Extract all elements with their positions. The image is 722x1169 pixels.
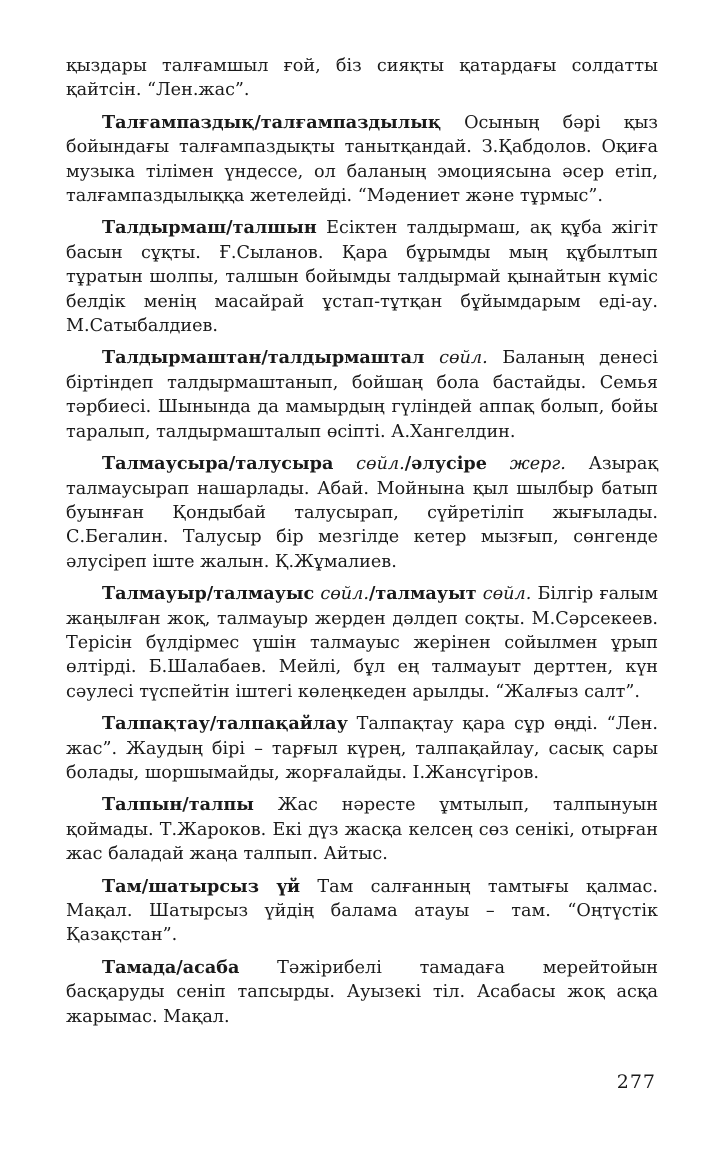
usage-label: сөйл. <box>424 348 488 369</box>
example-text: Азырақ талмаусырап нашарлады. Абай. Мойнына қыл шылбыр батып буынған Қондыбай талусырап, сүйретіліп жығылады. С.Бегалин. Талусыр бір мезгілде кетер мызғып, сөнгенде әлусіреп іште жалын. Қ.Жұмалиев. <box>66 454 658 572</box>
headword: Талдырмаштан/талдырмаштал <box>102 347 425 369</box>
dictionary-entry <box>66 452 658 574</box>
headword: Талдырмаш/талшын <box>102 217 317 239</box>
dictionary-entry <box>66 956 658 1029</box>
dictionary-entry <box>66 582 658 704</box>
headword: Талпын/талпы <box>102 794 254 816</box>
headword: Талмаусыра/талусыра <box>102 453 334 475</box>
headword: Талпақтау/талпақайлау <box>102 713 348 735</box>
headword: Талмауыр/талмауыс <box>102 583 315 605</box>
headword: Там/шатырсыз үй <box>102 875 301 897</box>
entry-continuation <box>66 54 658 103</box>
headword-variant: /талмауыт <box>368 583 477 605</box>
usage-label: сөйл. <box>314 584 369 605</box>
dictionary-entry <box>66 712 658 785</box>
headword: Талғампаздық/талғампаздылық <box>102 111 441 133</box>
example-text: Талпақтау қара сұр өңді. “Лен. жас”. Жаудың бірі – тарғыл күрең, талпақайлау, сасық сары болады, шоршымайды, жорғалайды. І.Жансүгіров. <box>66 714 658 783</box>
example-text: Тәжірибелі тамадаға мерейтойын басқаруды сеніп тапсырды. Ауызекі тіл. Асабасы жоқ асқа жарымас. Мақал. <box>66 957 658 1027</box>
dictionary-entry <box>66 216 658 338</box>
example-text: қыздары талғамшыл ғой, біз сияқты қатардағы солдатты қайтсін. “Лен.жас”. <box>66 56 658 101</box>
dictionary-entry <box>66 875 658 948</box>
dictionary-entry <box>66 111 658 209</box>
headword: Тамада/асаба <box>102 956 240 978</box>
example-text: Жас нәресте ұмтылып, талпынуын қоймады. Т.Жароков. Екі дүз жасқа келсең сөз сенікі, отырған жас баладай жаңа талпып. Айтыс. <box>66 795 658 865</box>
usage-label: жерг. <box>486 454 566 475</box>
headword-variant: /әлусіре <box>404 453 487 475</box>
example-text: Там салғанның тамтығы қалмас. Мақал. Шатырсыз үйдің балама атауы – там. “Оңтүстік Қазақстан”. <box>66 876 658 946</box>
page-number: 277 <box>616 1071 656 1093</box>
example-text: Баланың денесі біртіндеп талдырмаштанып, бойшаң бола бастайды. Семья тәрбиесі. Шынында да мамырдың гүліндей аппақ болып, бойы таралып, талдырмашталып өсіпті. А.Хангелдин. <box>66 348 658 442</box>
usage-label: сөйл. <box>476 584 532 605</box>
example-text: Білгір ғалым жаңылған жоқ, талмауыр жерден дәлдеп соқты. М.Сәрсекеев. Терісін бүлдірмес үшін талмауыс жерінен сойылмен ұрып өлтірді. Б.Шалабаев. Мейлі, бұл ең талмауыт дерттен, күн сәулесі түспейтін іштегі көлеңкеден арылды. “Жалғыз салт”. <box>66 584 659 702</box>
example-text: Осының бәрі қыз бойындағы талғампаздықты танытқандай. З.Қабдолов. Оқиға музыка тілімен үндессе, ол баланың эмоциясына әсер етіп, талғампаздылыққа жетелейді. “Мәдениет және тұрмыс”. <box>66 112 658 207</box>
dictionary-entry <box>66 793 658 866</box>
dictionary-entry <box>66 346 658 444</box>
example-text: Есіктен талдырмаш, ақ құба жігіт басын сұқты. Ғ.Сыланов. Қара бұрымды мың құбылтып тұратын шолпы, талшын бойымды талдырмай қынайтын күміс белдік менің масайрай ұстап-тұтқан бұйымдарым еді-ау. М.Сатыбалдиев. <box>66 218 658 337</box>
entries-column <box>66 54 658 1029</box>
usage-label: сөйл. <box>333 454 405 475</box>
